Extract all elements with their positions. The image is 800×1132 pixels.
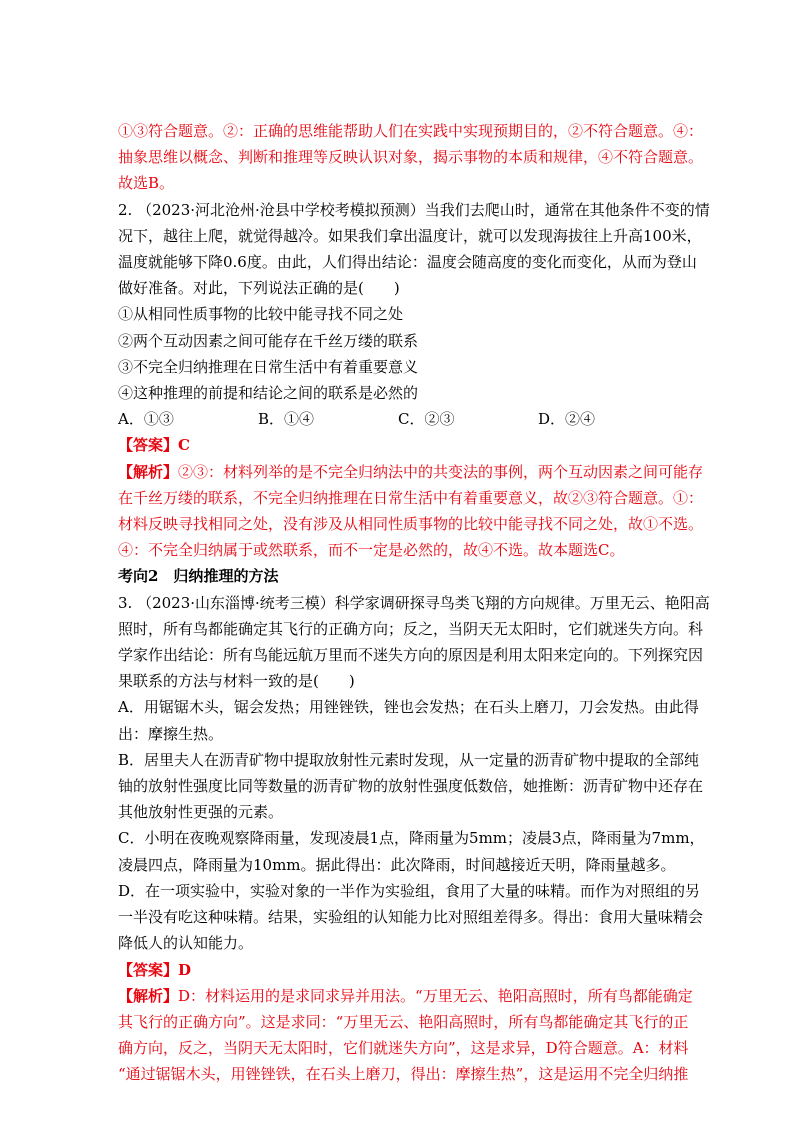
q2-option-b: B．①④ xyxy=(258,410,315,429)
q2-statement-4: ④这种推理的前提和结论之间的联系是必然的 xyxy=(118,384,419,403)
q3-option-a-line-2: 出：摩擦生热。 xyxy=(118,724,224,743)
q3-option-b-line-3: 其他放射性更强的元素。 xyxy=(118,803,284,822)
q2-statement-1: ①从相同性质事物的比较中能寻找不同之处 xyxy=(118,305,404,324)
section-heading: 考向2 归纳推理的方法 xyxy=(118,567,279,586)
q3-analysis-text: D：材料运用的是求同求异并用法。“万里无云、艳阳高照时，所有鸟都能确定 xyxy=(178,986,693,1005)
q2-option-c: C．②③ xyxy=(398,410,455,429)
q2-statement-3: ③不完全归纳推理在日常生活中有着重要意义 xyxy=(118,357,419,376)
q2-analysis-text: ②③：材料列举的是不完全归纳法中的共变法的事例，两个互动因素之间可能存 xyxy=(178,462,704,481)
q2-analysis-tag: 【解析】 xyxy=(118,462,179,481)
q3-analysis-line-1 xyxy=(118,983,693,1009)
q3-option-c-line-1: C．小明在夜晚观察降雨量，发现凌晨1点，降雨量为5mm；凌晨3点，降雨量为7mm， xyxy=(118,829,705,848)
q2-answer-value: C xyxy=(178,436,190,455)
q3-stem-line-2: 照时，所有鸟都能确定其飞行的正确方向；反之，当阴天无太阳时，它们就迷失方向。科 xyxy=(118,619,704,638)
q3-option-d-line-2: 一半没有吃这种味精。结果，实验组的认知能力比对照组差得多。得出：食用大量味精会 xyxy=(118,908,704,927)
q2-analysis-line-4: ④：不完全归纳属于或然联系，而不一定是必然的，故④不选。故本题选C。 xyxy=(118,541,625,560)
q2-option-d: D．②④ xyxy=(538,410,596,429)
q3-analysis-tag: 【解析】 xyxy=(118,986,179,1005)
q3-option-b-line-1: B．居里夫人在沥青矿物中提取放射性元素时发现，从一定量的沥青矿物中提取的全部纯 xyxy=(118,750,700,769)
q2-analysis-line-1 xyxy=(118,459,704,485)
q3-stem-line-4: 果联系的方法与材料一致的是( ) xyxy=(118,672,355,691)
q2-analysis-line-2: 在千丝万缕的联系，不完全归纳推理在日常生活中有着重要意义，故②③符合题意。①： xyxy=(118,488,704,507)
q3-option-a-line-1: A．用锯锯木头，锯会发热；用锉锉铁，锉也会发热；在石头上磨刀，刀会发热。由此得 xyxy=(118,698,699,717)
q3-stem-line-1: 3. （2023·山东淄博·统考三模）科学家调研探寻鸟类飞翔的方向规律。万里无云、艳阳高 xyxy=(118,593,710,612)
q3-analysis-line-4: “通过锯锯木头，用锉锉铁，在石头上磨刀，得出：摩擦生热”，这是运用不完全归纳推 xyxy=(118,1065,689,1084)
q2-answer xyxy=(118,432,690,458)
q2-stem-line-3: 温度就能够下降0.6度。由此，人们得出结论：温度会随高度的变化而变化，从而为登山 xyxy=(118,253,697,272)
q3-option-d-line-1: D．在一项实验中，实验对象的一半作为实验组，食用了大量的味精。而作为对照组的另 xyxy=(118,881,701,900)
q2-options xyxy=(118,406,690,432)
q3-option-d-line-3: 降低人的认知能力。 xyxy=(118,934,254,953)
q3-answer xyxy=(118,957,690,983)
q2-statement-2: ②两个互动因素之间可能存在千丝万缕的联系 xyxy=(118,331,419,350)
q3-stem-line-3: 学家作出结论：所有鸟能远航万里而不迷失方向的原因是利用太阳来定向的。下列探究因 xyxy=(118,646,704,665)
q3-answer-value: D xyxy=(178,960,192,979)
q3-option-b-line-2: 铀的放射性强度比同等数量的沥青矿物的放射性强度低数倍，她推断：沥青矿物中还存在 xyxy=(118,777,704,796)
prev-analysis-line-3: 故选B。 xyxy=(118,174,175,193)
q2-stem-line-2: 况下，越往上爬，就觉得越冷。如果我们拿出温度计，就可以发现海拔往上升高100米， xyxy=(118,226,702,245)
q3-option-c-line-2: 凌晨四点，降雨量为10mm。据此得出：此次降雨，时间越接近天明，降雨量越多。 xyxy=(118,855,676,874)
q3-analysis-line-3: 确方向，反之，当阴天无太阳时，它们就迷失方向”，这是求异，D符合题意。A：材料 xyxy=(118,1039,689,1058)
q2-stem-line-1: 2. （2023·河北沧州·沧县中学校考模拟预测）当我们去爬山时，通常在其他条件不变的情 xyxy=(118,200,710,219)
q2-option-a: A．①③ xyxy=(118,410,174,429)
q3-analysis-line-2: 其飞行的正确方向”。这是求同：“万里无云、艳阳高照时，所有鸟都能确定其飞行的正 xyxy=(118,1012,689,1031)
prev-analysis-line-1: ①③符合题意。②：正确的思维能帮助人们在实践中实现预期目的，②不符合题意。④： xyxy=(118,122,704,140)
q2-analysis-line-3: 材料反映寻找相同之处，没有涉及从相同性质事物的比较中能寻找不同之处，故①不选。 xyxy=(118,515,704,534)
q2-answer-tag: 【答案】 xyxy=(118,436,179,455)
q2-stem-line-4: 做好准备。对此，下列说法正确的是( ) xyxy=(118,279,400,298)
q3-answer-tag: 【答案】 xyxy=(118,960,179,979)
document-page xyxy=(118,118,710,1088)
prev-analysis-line-2: 抽象思维以概念、判断和推理等反映认识对象，揭示事物的本质和规律，④不符合题意。 xyxy=(118,148,704,167)
